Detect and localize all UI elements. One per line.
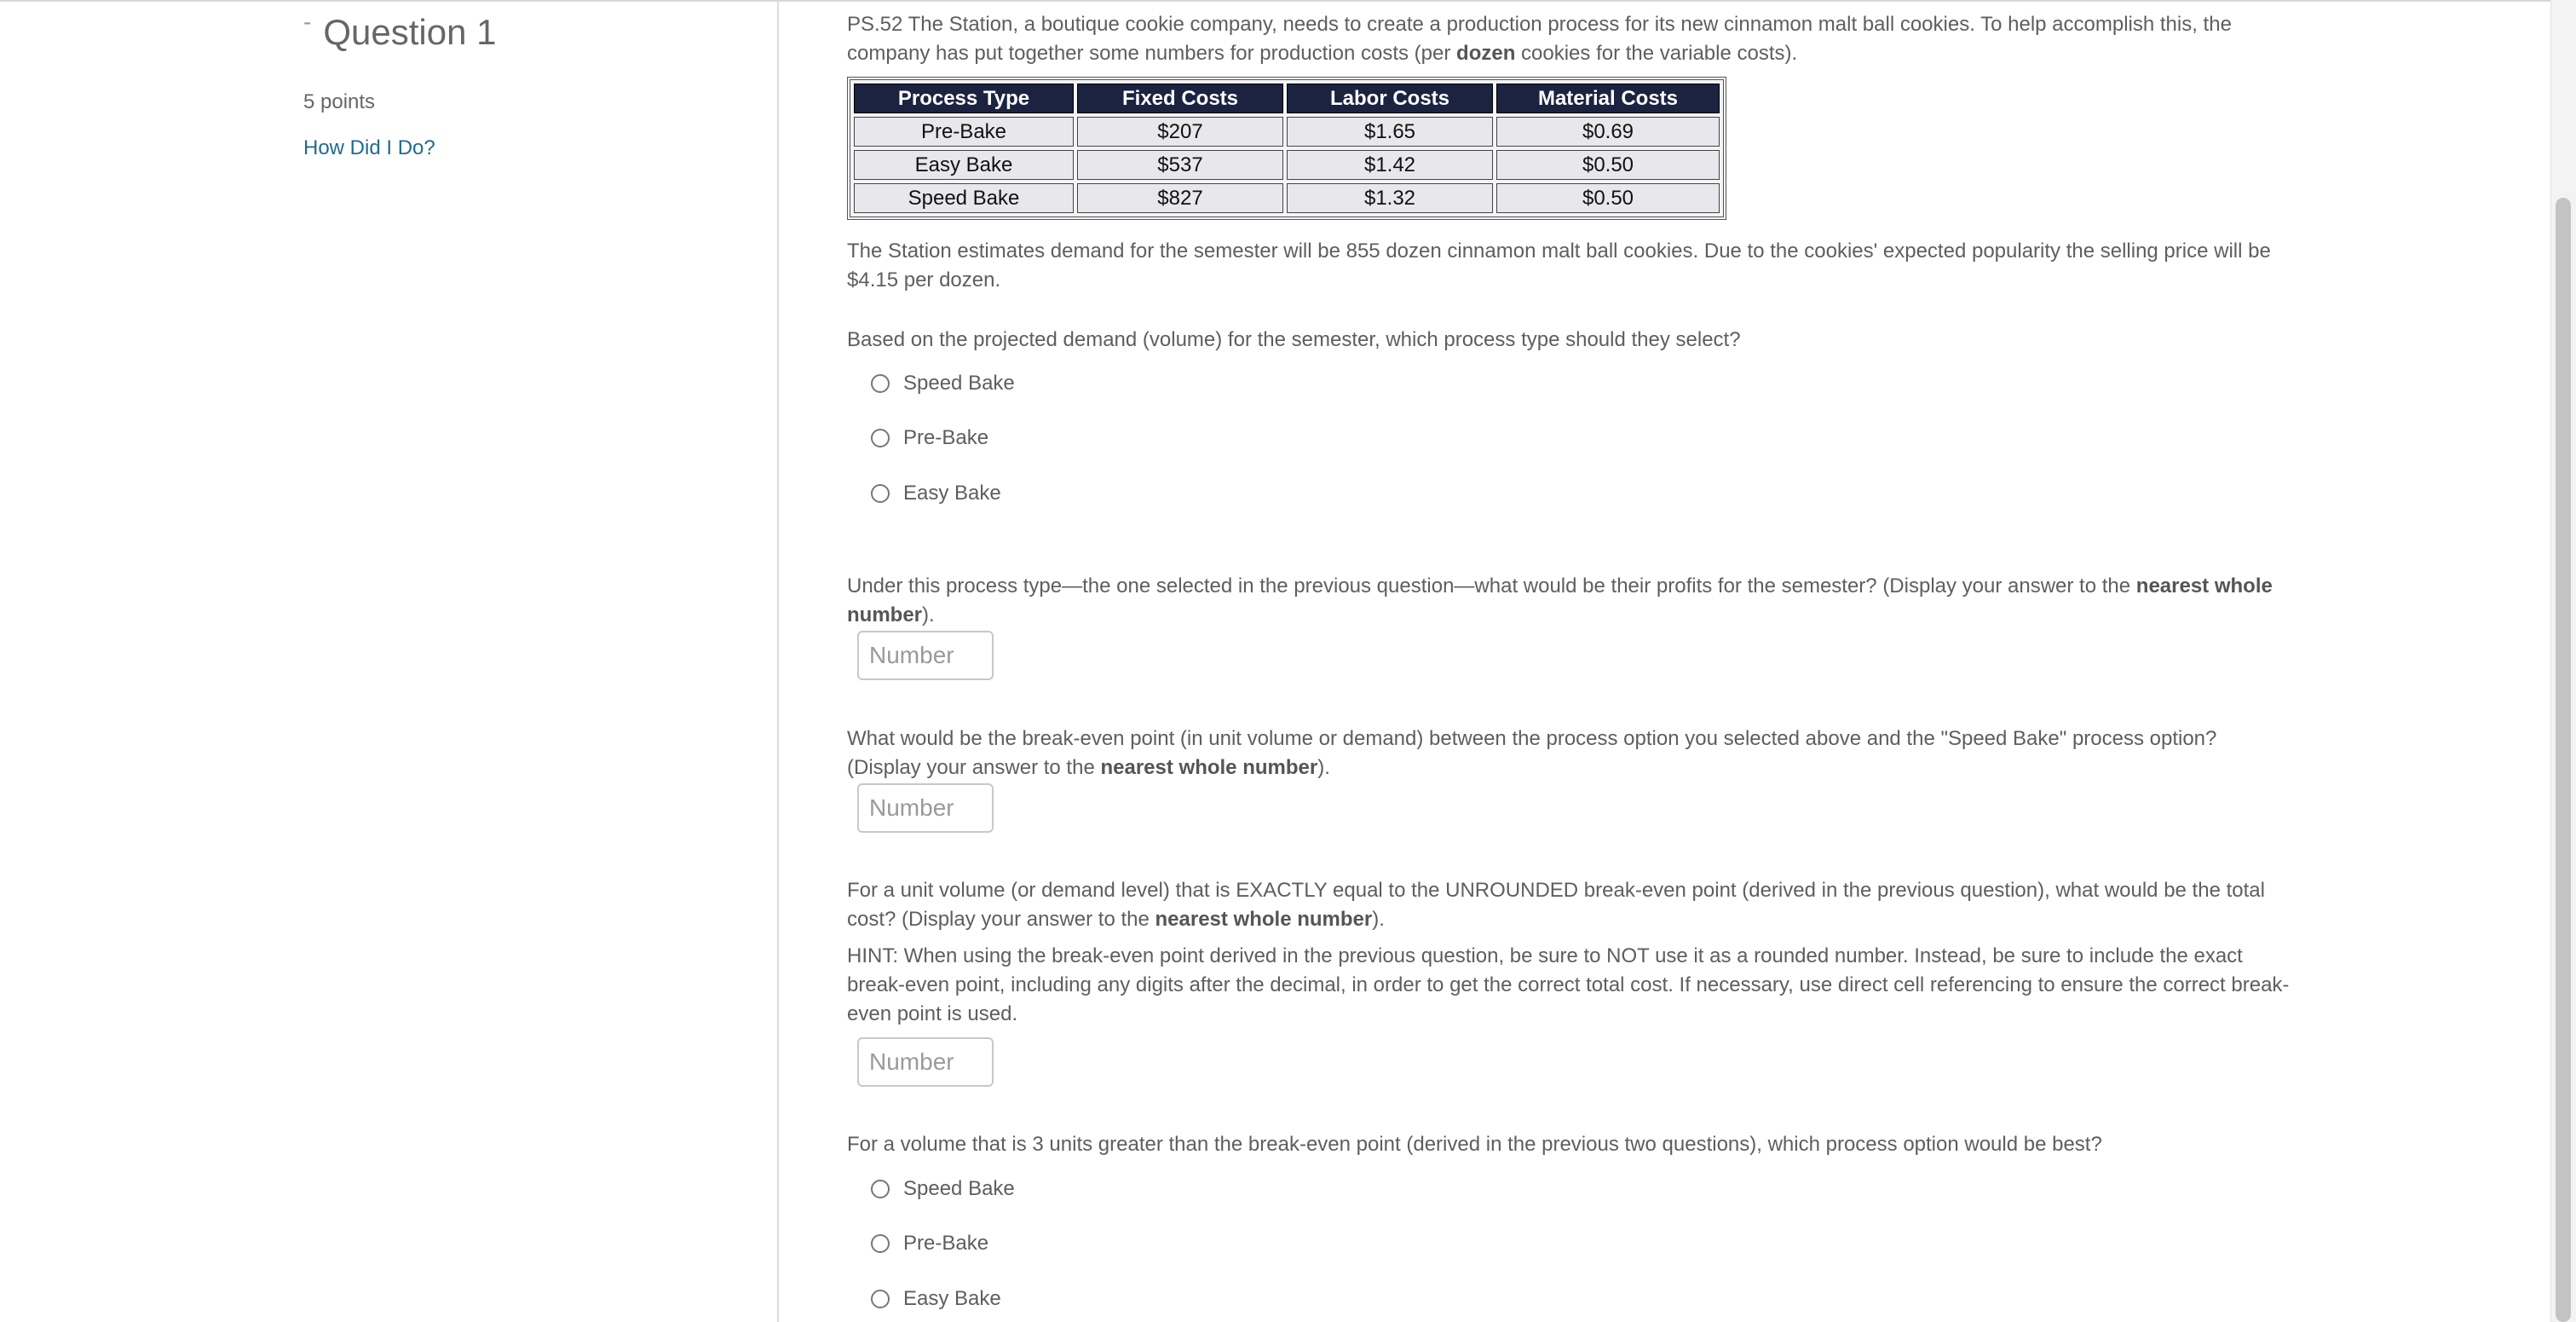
cell-labor: $1.32 bbox=[1287, 183, 1493, 213]
collapse-toggle[interactable]: - bbox=[303, 9, 312, 35]
cell-fixed: $827 bbox=[1077, 183, 1283, 213]
question-points: 5 points bbox=[303, 90, 376, 113]
cell-process: Pre-Bake bbox=[854, 117, 1074, 147]
q4-bold: nearest whole number bbox=[1155, 908, 1373, 931]
cell-process: Easy Bake bbox=[854, 150, 1074, 180]
radio-button[interactable] bbox=[871, 1234, 890, 1253]
option-label: Easy Bake bbox=[903, 1287, 1001, 1310]
radio-button[interactable] bbox=[871, 429, 890, 447]
q1-text: Based on the projected demand (volume) for the semester, which process type should they select? bbox=[847, 328, 1741, 351]
q1-option-speed-bake[interactable] bbox=[871, 372, 1015, 395]
q3-number-input[interactable] bbox=[857, 783, 994, 833]
option-label: Pre-Bake bbox=[903, 426, 989, 449]
cell-fixed: $207 bbox=[1077, 117, 1283, 147]
radio-button[interactable] bbox=[871, 484, 890, 503]
how-did-i-do-link[interactable]: How Did I Do? bbox=[303, 136, 435, 159]
q1-option-easy-bake[interactable] bbox=[871, 482, 1001, 505]
header-material-costs: Material Costs bbox=[1496, 84, 1720, 113]
table-row bbox=[854, 117, 1720, 147]
question-header bbox=[303, 9, 497, 53]
question-sidebar bbox=[0, 2, 779, 1322]
table-row bbox=[854, 150, 1720, 180]
q3-part2: ). bbox=[1317, 756, 1330, 779]
q5-option-speed-bake[interactable] bbox=[871, 1177, 1015, 1201]
intro-bold: dozen bbox=[1456, 42, 1516, 65]
q2-number-input[interactable] bbox=[857, 631, 994, 680]
radio-button[interactable] bbox=[871, 1290, 890, 1308]
q2-part1: Under this process type—the one selected in the previous question—what would be their profits for the semester? (Display your answer to the bbox=[847, 574, 2136, 597]
q4-hint: HINT: When using the break-even point derived in the previous question, be sure to NOT use it as a rounded number. Instead, be sure to include the exact break-even point, including any digits after the decimal, in order to get the correct total cost. If necessary, use direct cell referencing to ensure the correct break-even point is used. bbox=[847, 944, 2290, 1025]
q5-text: For a volume that is 3 units greater than the break-even point (derived in the previous two questions), which process option would be best? bbox=[847, 1133, 2102, 1156]
intro-part1: PS.52 The Station, a boutique cookie company, needs to create a production process for its new cinnamon malt ball cookies. To help accomplish this, the company has put together some numbers for production costs (per bbox=[847, 13, 2232, 65]
cell-labor: $1.65 bbox=[1287, 117, 1493, 147]
question-title: Question 1 bbox=[323, 12, 497, 52]
demand-text: The Station estimates demand for the semester will be 855 dozen cinnamon malt ball cookies. Due to the cookies' expected popularity the selling price will be $4.15 per dozen. bbox=[847, 240, 2271, 292]
q1-option-pre-bake[interactable] bbox=[871, 426, 988, 450]
option-label: Easy Bake bbox=[903, 482, 1001, 505]
q3-bold: nearest whole number bbox=[1100, 756, 1318, 779]
table-row bbox=[854, 183, 1720, 213]
q3-text bbox=[847, 725, 2296, 782]
cell-process: Speed Bake bbox=[854, 183, 1074, 213]
q4-part2: ). bbox=[1372, 908, 1385, 931]
intro-part2: cookies for the variable costs). bbox=[1515, 42, 1798, 65]
q2-text bbox=[847, 572, 2296, 630]
q5-option-easy-bake[interactable] bbox=[871, 1287, 1001, 1311]
q2-bold: nearest whole number bbox=[847, 574, 2273, 626]
cell-fixed: $537 bbox=[1077, 150, 1283, 180]
scrollbar-thumb[interactable] bbox=[2556, 198, 2571, 1322]
intro-text bbox=[847, 10, 2296, 68]
q4-text bbox=[847, 876, 2296, 934]
cell-material: $0.50 bbox=[1496, 183, 1720, 213]
header-fixed-costs: Fixed Costs bbox=[1077, 84, 1283, 113]
q4-number-input[interactable] bbox=[857, 1037, 994, 1087]
table-header-row bbox=[854, 84, 1720, 113]
q4-part1: For a unit volume (or demand level) that is EXACTLY equal to the UNROUNDED break-even point (derived in the previous question), what would be the total cost? (Display your answer to the bbox=[847, 879, 2265, 931]
radio-button[interactable] bbox=[871, 1180, 890, 1198]
option-label: Speed Bake bbox=[903, 372, 1015, 395]
q5-option-pre-bake[interactable] bbox=[871, 1232, 988, 1256]
cell-material: $0.69 bbox=[1496, 117, 1720, 147]
option-label: Pre-Bake bbox=[903, 1232, 989, 1255]
q2-part2: ). bbox=[922, 603, 935, 626]
radio-button[interactable] bbox=[871, 374, 890, 393]
option-label: Speed Bake bbox=[903, 1177, 1015, 1200]
cell-material: $0.50 bbox=[1496, 150, 1720, 180]
header-process-type: Process Type bbox=[854, 84, 1074, 113]
cost-table bbox=[847, 77, 1726, 220]
header-labor-costs: Labor Costs bbox=[1287, 84, 1493, 113]
cell-labor: $1.42 bbox=[1287, 150, 1493, 180]
q3-part1: What would be the break-even point (in unit volume or demand) between the process option you selected above and the "Speed Bake" process option? (Display your answer to the bbox=[847, 727, 2217, 779]
